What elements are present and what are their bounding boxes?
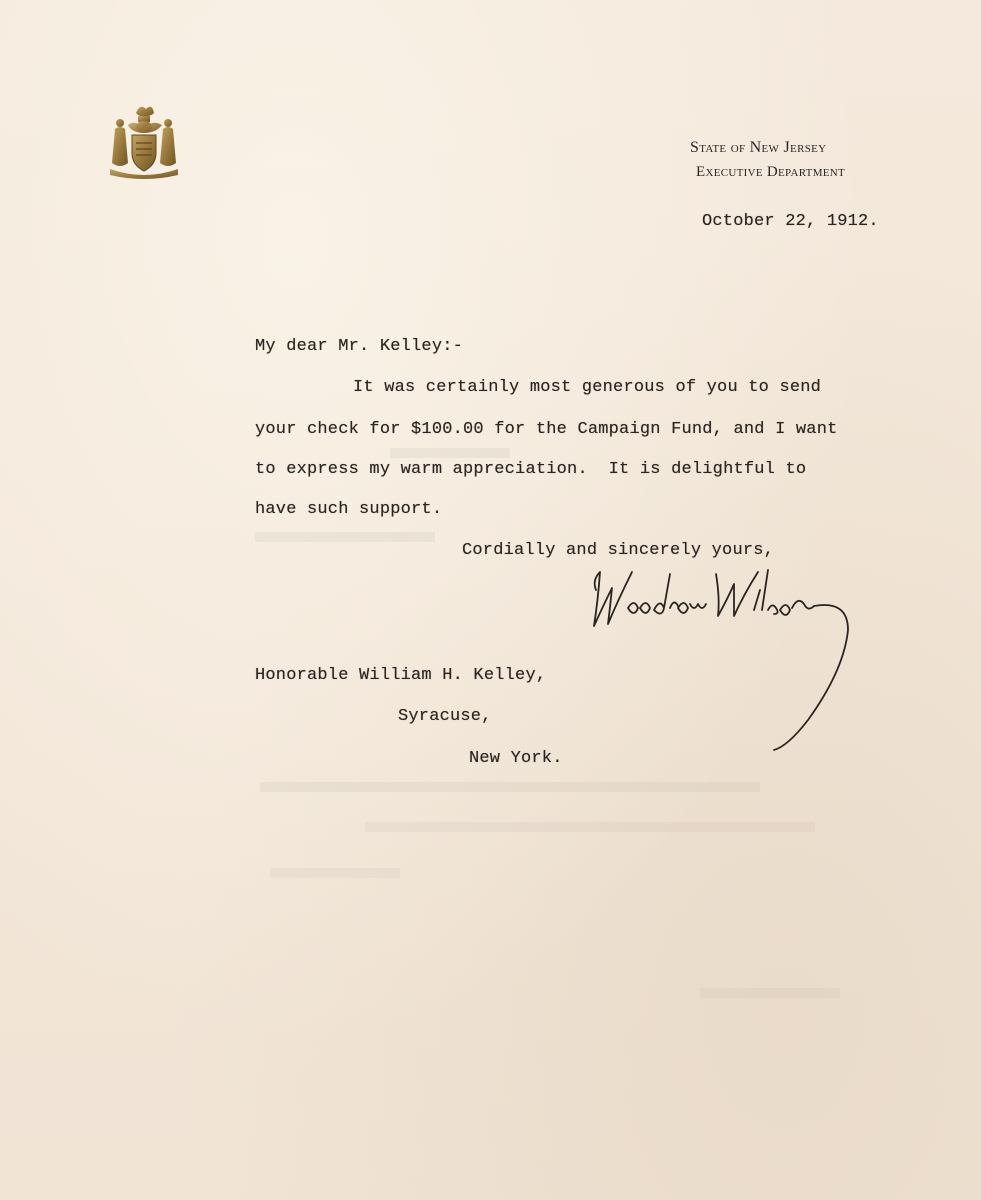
new-jersey-state-seal-icon xyxy=(106,103,182,181)
show-through-mark xyxy=(365,822,815,832)
body-line-3: to express my warm appreciation. It is delightful to xyxy=(255,460,807,479)
letterhead-department: Executive Department xyxy=(696,164,846,180)
show-through-mark xyxy=(255,532,435,542)
recipient-city: Syracuse, xyxy=(398,707,492,726)
body-line-4: have such support. xyxy=(255,500,443,519)
letterhead xyxy=(690,138,910,182)
show-through-mark xyxy=(260,782,760,792)
closing: Cordially and sincerely yours, xyxy=(462,541,775,560)
show-through-mark xyxy=(390,448,510,458)
letter-date: October 22, 1912. xyxy=(702,212,879,231)
show-through-mark xyxy=(270,868,400,878)
recipient-name: Honorable William H. Kelley, xyxy=(255,666,547,685)
recipient-state: New York. xyxy=(469,749,563,768)
signature xyxy=(578,560,858,760)
letterhead-state: State of New Jersey xyxy=(690,139,827,156)
body-line-1: It was certainly most generous of you to send xyxy=(353,378,822,397)
show-through-mark xyxy=(700,988,840,998)
body-line-2: your check for $100.00 for the Campaign Fund, and I want xyxy=(255,420,838,439)
salutation: My dear Mr. Kelley:- xyxy=(255,337,464,356)
